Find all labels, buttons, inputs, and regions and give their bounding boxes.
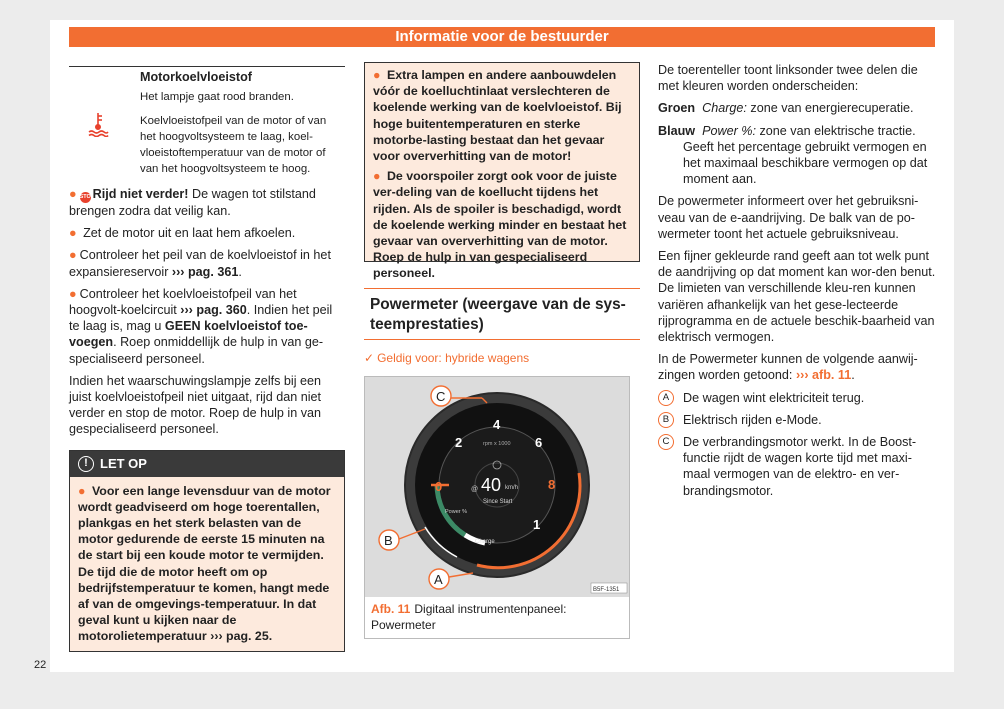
page-number: 22 <box>34 659 47 671</box>
stop-paragraph: ● STOPRijd niet verder! De wagen tot stilstand brengen zodra dat veilig kan. <box>69 187 316 218</box>
power-label: Power % <box>445 509 468 516</box>
bullet-check-reservoir: ● Controleer het peil van de koelvloeistof in het expansiereservoir ››› pag. 361. <box>69 248 331 279</box>
column-left <box>69 66 345 652</box>
scale-number: 1 <box>533 517 541 533</box>
definition-blue: Blauw Power %: zone van elektrische tractie. Geeft het percentage gebruikt vermogen en het maximaal beschikbare vermogen op dat moment aan. <box>658 123 928 187</box>
scale-number: 2 <box>455 435 463 451</box>
speed-unit: km/h <box>505 485 519 492</box>
scale-number: 4 <box>493 417 501 433</box>
coolant-temperature-icon <box>87 111 109 137</box>
caution-box <box>69 450 345 652</box>
paragraph: De powermeter informeert over het gebruiksni-veau van de e-aandrijving. De balk van de po-wermeter toont het actuele gebruiksniveau. <box>658 194 919 241</box>
lamp-description: Koelvloeistofpeil van de motor of van het hoogvoltsysteem te laag, koel-vloeistoftemperatuur van de motor of van het hoogvoltsysteem te hoog. <box>140 115 327 175</box>
figure-caption: Afb. 11 Digitaal instrumentenpaneel: Powermeter <box>371 602 567 633</box>
warning-lamp-block <box>69 66 345 180</box>
callout-a: A <box>434 572 443 588</box>
scale-number: 8 <box>548 477 556 493</box>
callout-b: B <box>384 533 393 549</box>
list-item: A De wagen wint elektriciteit terug. <box>658 390 938 406</box>
charge-label: Charge <box>475 539 495 546</box>
paragraph: De toerenteller toont linksonder twee delen die met kleuren worden onderscheiden: <box>658 63 918 94</box>
bullet-check-hv: ● Controleer het koelvloeistofpeil van het hoogvolt-koelcircuit ››› pag. 360. Indien het peil te laag is, mag u GEEN koelvloeistof toe-voegen. Roep onmiddellijk de hulp in van ge-specialiseerd personeel. <box>69 286 333 366</box>
scale-number: 6 <box>535 435 543 451</box>
page-reference-link[interactable]: ››› pag. 25 <box>210 629 269 644</box>
speed-value: 40 <box>481 475 502 496</box>
check-icon: ✓ <box>364 351 375 365</box>
lamp-subtitle: Het lampje gaat rood branden. <box>140 91 294 103</box>
section-title: Powermeter (weergave van de sys-teemprestaties) <box>364 288 640 340</box>
page-reference-link[interactable]: ››› pag. 360 <box>180 303 247 318</box>
paragraph: Een fijner gekleurde rand geeft aan tot welk punt de aandrijving op dat moment kan wor-den benut. De limieten van verschillende kleu-ren kunnen variëren afhankelijk van het gese-lecteerde rijprogramma en de actuele beschik-baarheid van elektrisch vermogen. <box>658 249 936 345</box>
lamp-title: Motorkoelvloeistof <box>140 70 252 84</box>
list-item: C De verbrandingsmotor werkt. In de Boost-functie rijdt de wagen korte tijd met maxi-maal vermogen van de elektro- en ver-brandingsmotor. <box>658 434 938 499</box>
paragraph: In de Powermeter kunnen de volgende aanwij-zingen worden getoond: ››› afb. 11. <box>658 352 918 383</box>
scale-number: 0 <box>435 479 443 495</box>
rpm-label: rpm x 1000 <box>483 441 511 448</box>
bullet-engine-off: ● Zet de motor uit en laat hem afkoelen. <box>69 226 296 241</box>
applicability-note: ✓ Geldig voor: hybride wagens <box>364 351 530 365</box>
caution-box-continued <box>364 62 640 281</box>
figure-powermeter <box>364 376 630 639</box>
caution-text: ● Voor een lange levensduur van de motor wordt geadviseerd om hoge toerentallen, plankgas en het sterk belasten van de motor gedurende de eerste 15 minuten na de start bij een koude motor te vermijden. De tijd die de motor heeft om op bedrijfstemperatuur te komen, hangt mede af van de omgevings-temperatuur. In dat geval kunt u kijken naar de motorolietemperatuur ››› pag. 25. <box>70 477 344 651</box>
powermeter-illustration <box>365 377 629 597</box>
figure-code: B5F-1351 <box>593 587 620 594</box>
list-item: B Elektrisch rijden e-Mode. <box>658 412 938 428</box>
figure-image <box>365 377 629 597</box>
warning-lamp-paragraph: Indien het waarschuwingslampje zelfs bij een juist koelvloeistofpeil niet uitgaat, rijd dan niet verder en stop de motor. Roep de hulp in van gespecialiseerd personeel. <box>69 373 322 437</box>
page-header: Informatie voor de bestuurder <box>69 27 935 47</box>
at-symbol: @ <box>471 486 479 494</box>
since-start-label: Since Start <box>483 499 513 506</box>
caution-paragraph: ● Extra lampen en andere aanbouwdelen vóór de koelluchtinlaat verslechteren de koelende werking van de koelvloeistof. Bij hoge buitentemperaturen en sterke motorbe-lasting bestaat dan het gevaar voor oververhitting van de motor! <box>373 68 622 164</box>
page-reference-link[interactable]: ››› pag. 361 <box>171 264 239 279</box>
caution-header: ! LET OP <box>70 451 344 477</box>
definition-green: Groen Charge: zone van energierecuperatie. <box>658 101 914 116</box>
column-right <box>658 62 938 505</box>
column-middle <box>364 62 640 639</box>
exclamation-icon: ! <box>78 456 94 472</box>
figure-reference-link[interactable]: ››› afb. 11 <box>795 368 852 383</box>
callout-c: C <box>436 389 446 405</box>
stop-icon: STOP <box>80 192 91 203</box>
caution-paragraph: ● De voorspoiler zorgt ook voor de juiste ver-deling van de koellucht tijdens het rijden. Als de spoiler is beschadigd, wordt de koelende werking minder en bestaat het gevaar van oververhitting van de motor. Roep de hulp in van gespecialiseerd personeel. <box>373 169 627 281</box>
